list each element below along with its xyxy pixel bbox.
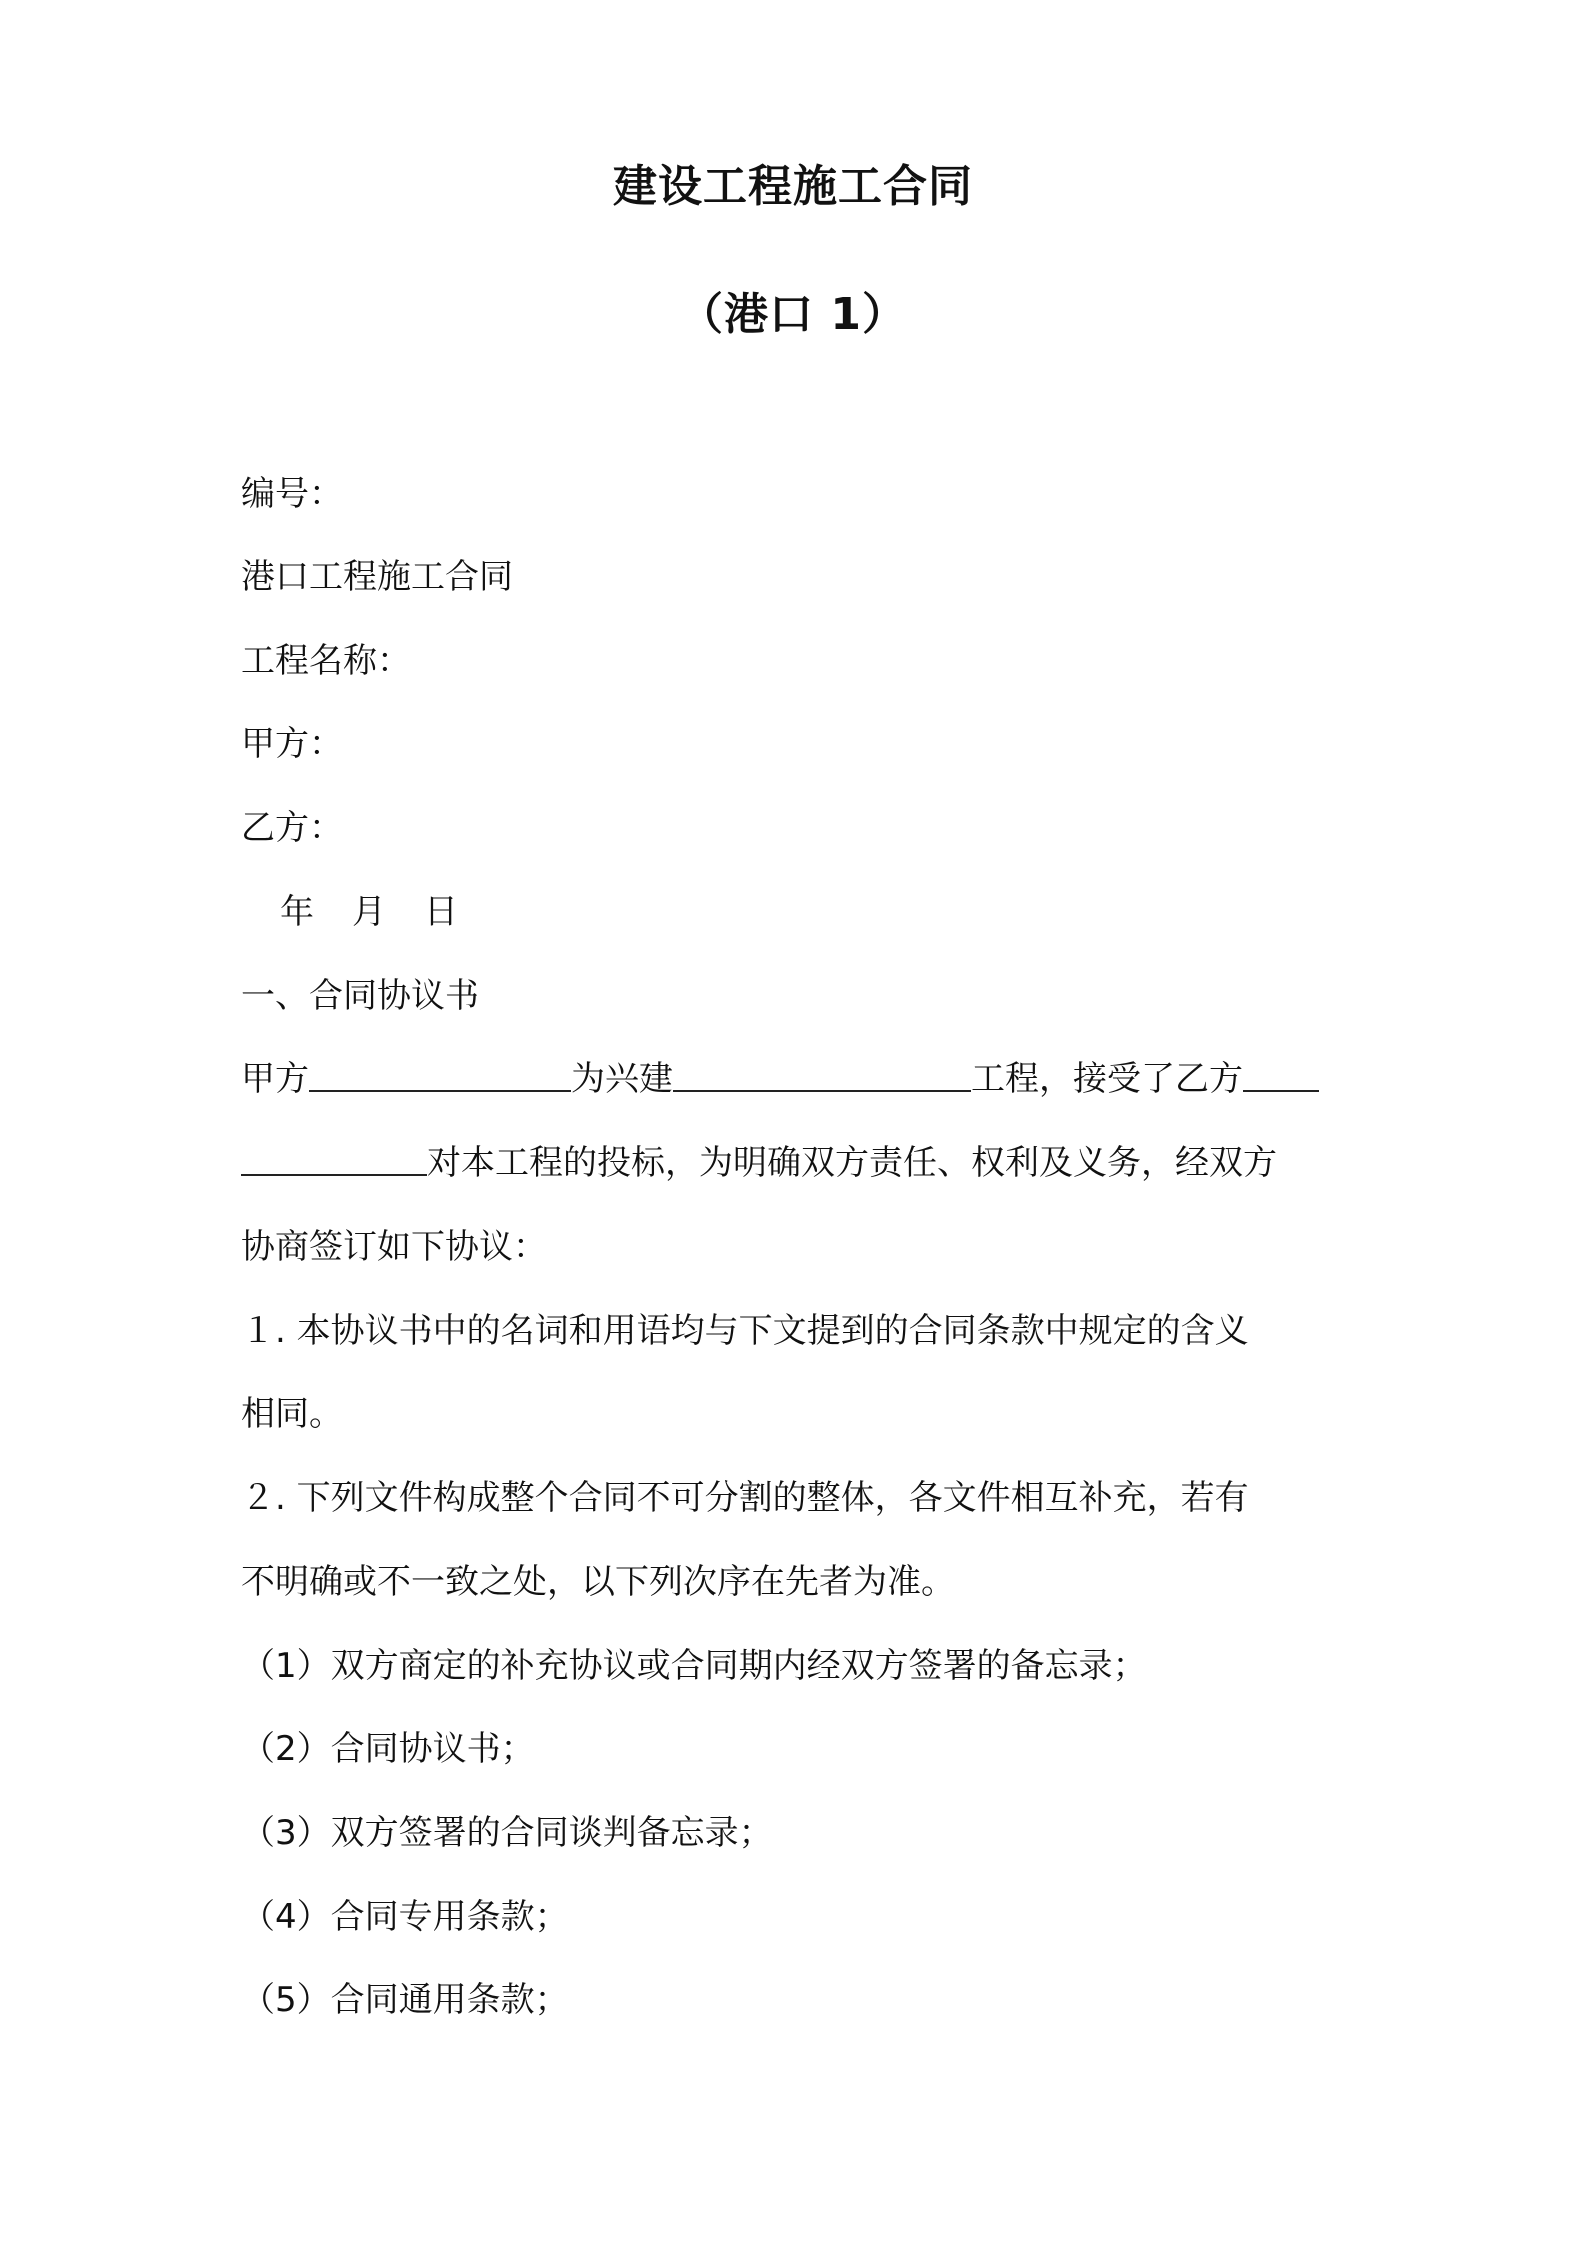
document-item-5: （5）合同通用条款； xyxy=(241,1980,569,2020)
date-line xyxy=(280,892,458,932)
intro-accept: 工程，接受了乙方 xyxy=(971,1059,1243,1099)
party-b-label: 乙方： xyxy=(241,808,343,848)
document-item-3: （3）双方签署的合同谈判备忘录； xyxy=(241,1813,773,1853)
intro-party-a: 甲方 xyxy=(241,1059,309,1099)
party-a-blank xyxy=(309,1060,571,1092)
intro-build: 为兴建 xyxy=(571,1059,673,1099)
clause-2-line-1: ２. 下列文件构成整个合同不可分割的整体，各文件相互补充，若有 xyxy=(241,1478,1249,1518)
project-blank xyxy=(673,1060,971,1092)
date-month: 月 xyxy=(352,892,386,932)
date-day: 日 xyxy=(424,892,458,932)
number-label: 编号： xyxy=(241,474,343,514)
document-title: 建设工程施工合同 xyxy=(613,161,973,212)
document-item-4: （4）合同专用条款； xyxy=(241,1897,569,1937)
intro-line-3: 协商签订如下协议： xyxy=(241,1227,547,1267)
section-heading: 一、合同协议书 xyxy=(241,976,479,1016)
party-b-blank-end xyxy=(241,1144,427,1176)
document-subtitle: （港口 1） xyxy=(679,289,907,340)
intro-line-2 xyxy=(241,1143,1277,1183)
document-item-1: （1）双方商定的补充协议或合同期内经双方签署的备忘录； xyxy=(241,1646,1147,1686)
contract-type: 港口工程施工合同 xyxy=(241,557,513,597)
party-a-label: 甲方： xyxy=(241,724,343,764)
clause-1-line-2: 相同。 xyxy=(241,1394,343,1434)
intro-purpose: 对本工程的投标，为明确双方责任、权利及义务，经双方 xyxy=(427,1143,1277,1183)
document-item-2: （2）合同协议书； xyxy=(241,1729,535,1769)
intro-line-1 xyxy=(241,1059,1319,1099)
date-year: 年 xyxy=(280,892,314,932)
project-name-label: 工程名称： xyxy=(241,641,411,681)
clause-2-line-2: 不明确或不一致之处，以下列次序在先者为准。 xyxy=(241,1562,955,1602)
party-b-blank-start xyxy=(1243,1060,1319,1092)
clause-1-line-1: １. 本协议书中的名词和用语均与下文提到的合同条款中规定的含义 xyxy=(241,1311,1249,1351)
